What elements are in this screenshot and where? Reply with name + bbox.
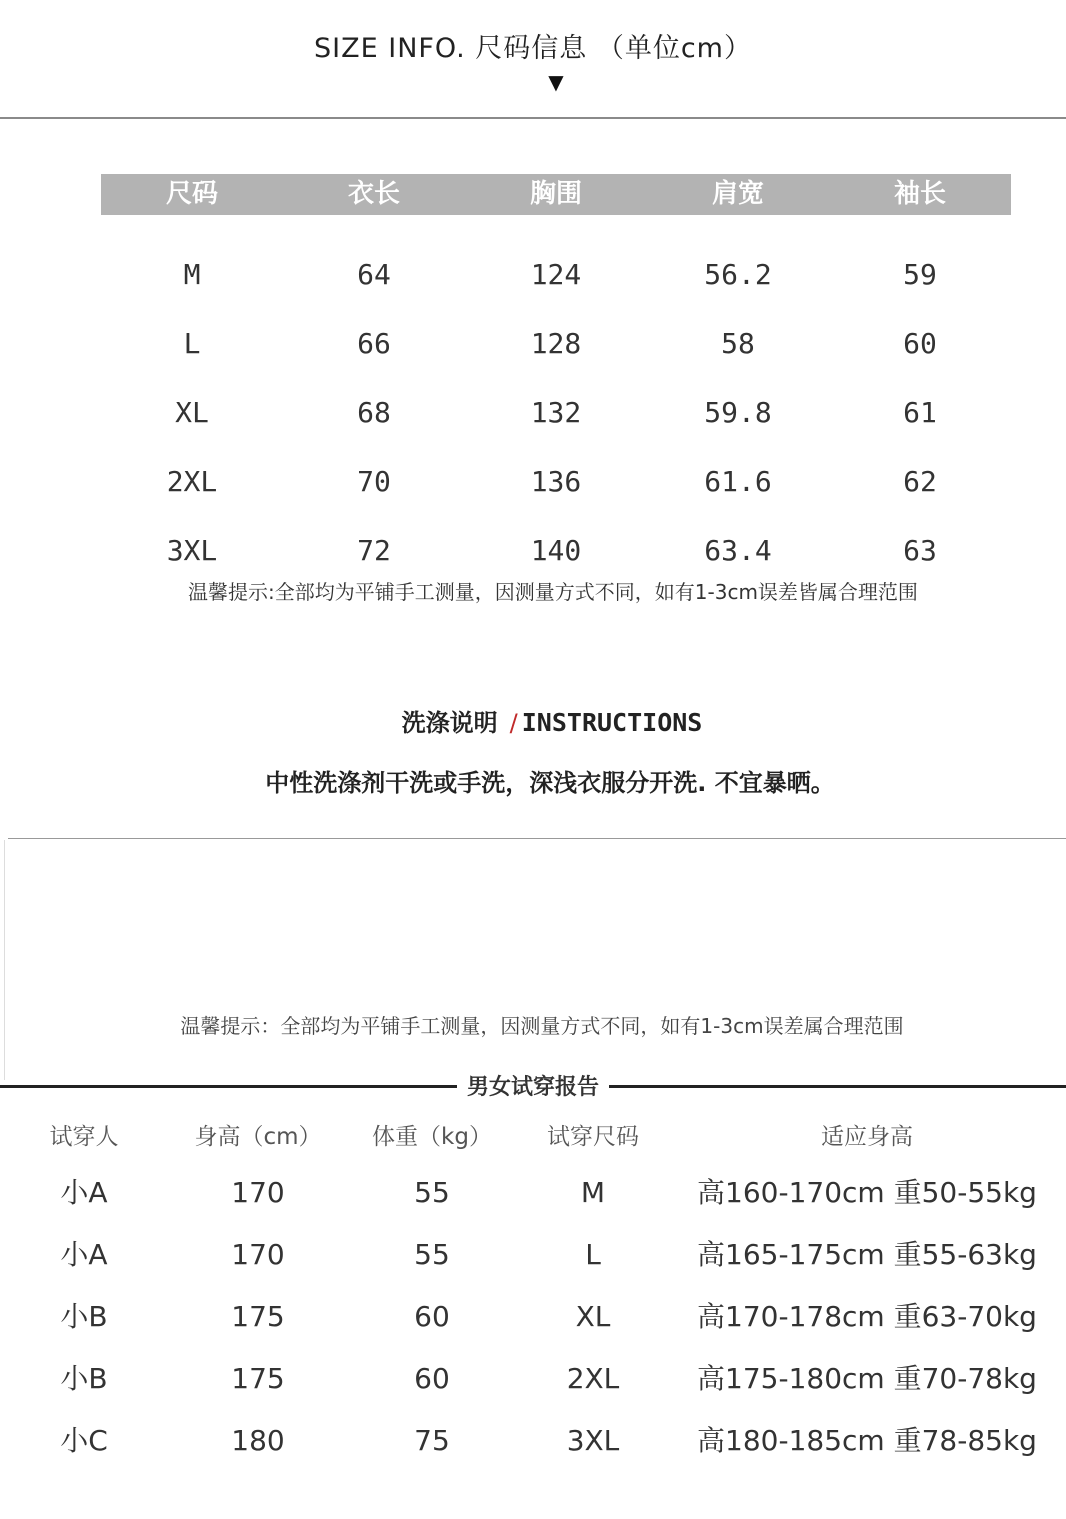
table-cell: 124 — [530, 258, 582, 291]
column-header: 试穿人 — [49, 1124, 119, 1150]
column-header: 体重（kg） — [372, 1124, 492, 1150]
column-header: 身高（cm） — [194, 1124, 322, 1150]
table-row — [0, 1286, 1066, 1348]
table-cell: 小B — [60, 1362, 108, 1395]
table-cell: 132 — [530, 396, 582, 429]
table-cell: 高165-175cm 重55-63kg — [697, 1238, 1037, 1271]
table-cell: M — [580, 1176, 606, 1209]
divider — [4, 840, 5, 1080]
column-header: 肩宽 — [711, 179, 764, 209]
table-cell: 72 — [357, 534, 391, 567]
table-cell: 175 — [231, 1362, 285, 1395]
table-cell: 61.6 — [704, 465, 772, 498]
table-cell: 58 — [721, 327, 755, 360]
column-header: 试穿尺码 — [547, 1124, 639, 1150]
table-cell: 68 — [357, 396, 391, 429]
size-table-header — [101, 174, 1011, 215]
table-cell: 170 — [231, 1176, 285, 1209]
fitting-note: 温馨提示：全部均为平铺手工测量，因测量方式不同，如有1-3cm误差属合理范围 — [180, 1014, 904, 1038]
table-cell: 60 — [414, 1362, 450, 1395]
table-cell: 高170-178cm 重63-70kg — [697, 1300, 1037, 1333]
table-cell: 136 — [530, 465, 582, 498]
column-header: 适应身高 — [821, 1124, 913, 1150]
table-cell: 63 — [903, 534, 937, 567]
table-cell: M — [183, 258, 201, 291]
table-cell: 高160-170cm 重50-55kg — [697, 1176, 1037, 1209]
table-cell: 128 — [530, 327, 582, 360]
page-title: SIZE INFO. 尺码信息 （单位cm） — [314, 33, 752, 64]
table-cell: 高180-185cm 重78-85kg — [697, 1424, 1037, 1457]
table-cell: L — [183, 327, 201, 360]
table-row — [101, 378, 1011, 447]
table-cell: 小A — [60, 1176, 108, 1209]
table-cell: 62 — [903, 465, 937, 498]
report-title: 男女试穿报告 — [457, 1070, 609, 1101]
table-row — [0, 1224, 1066, 1286]
table-cell: 55 — [414, 1238, 450, 1271]
table-cell: 70 — [357, 465, 391, 498]
table-cell: 60 — [414, 1300, 450, 1333]
table-cell: 60 — [903, 327, 937, 360]
table-cell: 64 — [357, 258, 391, 291]
table-row — [0, 1162, 1066, 1224]
slash-mark: / — [509, 709, 518, 737]
table-row — [101, 516, 1011, 585]
down-arrow-icon: ▼ — [548, 70, 564, 94]
table-cell: 3XL — [166, 534, 218, 567]
fitting-table-header — [0, 1117, 1066, 1157]
measurement-note: 温馨提示:全部均为平铺手工测量，因测量方式不同，如有1-3cm误差皆属合理范围 — [188, 580, 918, 604]
table-cell: 3XL — [566, 1424, 620, 1457]
washing-title — [0, 703, 1066, 738]
column-header: 衣长 — [347, 179, 400, 209]
divider — [0, 117, 1066, 119]
washing-title-cn: 洗涤说明 — [401, 709, 498, 737]
table-row — [101, 240, 1011, 309]
table-cell: 小A — [60, 1238, 108, 1271]
table-cell: XL — [175, 396, 209, 429]
table-cell: 75 — [414, 1424, 450, 1457]
table-row — [0, 1348, 1066, 1410]
washing-text: 中性洗涤剂干洗或手洗，深浅衣服分开洗. 不宜暴晒。 — [265, 769, 835, 797]
table-cell: L — [585, 1238, 601, 1271]
table-row — [101, 447, 1011, 516]
column-header: 胸围 — [529, 179, 582, 209]
table-cell: 59.8 — [704, 396, 772, 429]
table-cell: 140 — [530, 534, 582, 567]
table-cell: 2XL — [566, 1362, 620, 1395]
table-cell: 高175-180cm 重70-78kg — [697, 1362, 1037, 1395]
column-header: 袖长 — [893, 179, 946, 209]
table-cell: 56.2 — [704, 258, 772, 291]
table-cell: 66 — [357, 327, 391, 360]
table-cell: 小B — [60, 1300, 108, 1333]
divider — [8, 838, 1066, 839]
table-row — [101, 309, 1011, 378]
table-cell: 55 — [414, 1176, 450, 1209]
table-row — [0, 1410, 1066, 1472]
table-cell: 175 — [231, 1300, 285, 1333]
size-table — [101, 240, 1011, 585]
table-cell: 2XL — [166, 465, 218, 498]
washing-title-en: INSTRUCTIONS — [521, 708, 703, 737]
table-cell: 59 — [903, 258, 937, 291]
table-cell: XL — [575, 1300, 611, 1333]
table-cell: 61 — [903, 396, 937, 429]
column-header: 尺码 — [165, 179, 218, 209]
table-cell: 180 — [231, 1424, 285, 1457]
table-cell: 小C — [60, 1424, 108, 1457]
table-cell: 63.4 — [704, 534, 772, 567]
table-cell: 170 — [231, 1238, 285, 1271]
